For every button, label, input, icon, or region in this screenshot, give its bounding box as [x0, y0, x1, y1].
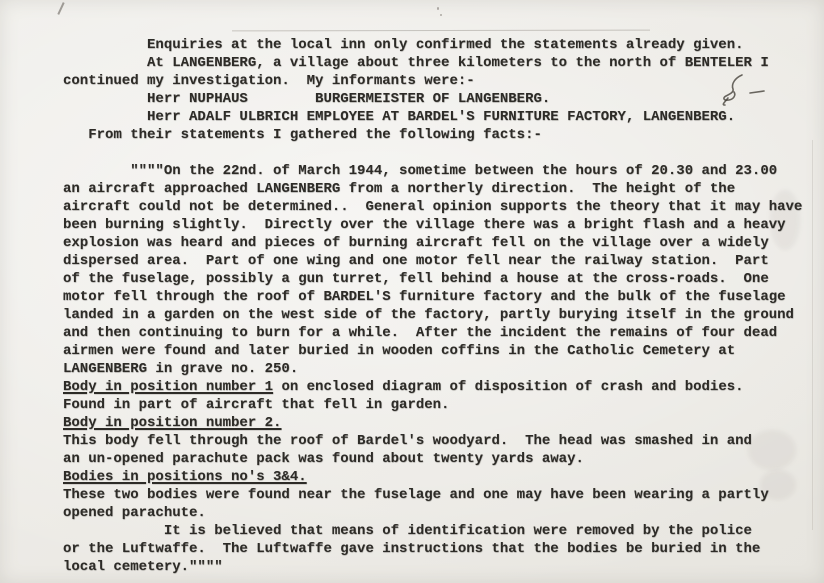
text-line: or the Luftwaffe. The Luftwaffe gave instructions that the bodies be buried in the: [63, 541, 761, 557]
underlined-heading: Body in position number 1: [63, 379, 274, 395]
text-line: aircraft could not be determined.. General opinion supports the theory that it may have: [63, 199, 803, 215]
text-line: Body in position number 1 on enclosed diagram of disposition of crash and bodies.: [63, 379, 744, 395]
ink-speck: [440, 14, 442, 16]
text-line: explosion was heard and pieces of burning aircraft fell on the village over a widely: [63, 235, 769, 251]
text-line: Found in part of aircraft that fell in garden.: [63, 397, 450, 413]
text-line: From their statements I gathered the following facts:-: [63, 127, 542, 143]
text-line: Herr ADALF ULBRICH EMPLOYEE AT BARDEL'S FURNITURE FACTORY, LANGENBERG.: [63, 109, 736, 125]
typewritten-text: [63, 36, 818, 576]
text-line: [63, 468, 818, 486]
text-line: opened parachute.: [63, 505, 206, 521]
pencil-slash-mark: [57, 2, 64, 15]
text-line: been burning slightly. Directly over the village there was a bright flash and a heavy: [63, 217, 786, 233]
text-line: dispersed area. Part of one wing and one motor fell near the railway station. Part: [63, 253, 769, 269]
scan-scratch-line: [232, 30, 650, 32]
text-line: local cemetery."""": [63, 559, 223, 575]
text-line: motor fell through the roof of BARDEL'S furniture factory and the bulk of the fuselage: [63, 289, 786, 305]
text-line: LANGENBERG in grave no. 250.: [63, 361, 299, 377]
underlined-heading: Body in position number 2.: [63, 415, 282, 431]
text-line: Herr NUPHAUS BURGERMEISTER OF LANGENBERG.: [63, 91, 551, 107]
text-line: of the fuselage, possibly a gun turret, fell behind a house at the cross-roads. One: [63, 271, 769, 287]
ink-speck: [437, 7, 439, 10]
text-line: [63, 144, 818, 162]
text-line: an un-opened parachute pack was found about twenty yards away.: [63, 451, 584, 467]
text-line: an aircraft approached LANGENBERG from a northerly direction. The height of the: [63, 181, 736, 197]
text-line: Enquiries at the local inn only confirmed the statements already given.: [63, 37, 744, 53]
text-line: airmen were found and later buried in wooden coffins in the Catholic Cemetery at: [63, 343, 736, 359]
text-line: [63, 414, 818, 432]
text-line: At LANGENBERG, a village about three kilometers to the north of BENTELER I: [63, 55, 769, 71]
text-line: """"On the 22nd. of March 1944, sometime between the hours of 20.30 and 23.00: [63, 163, 778, 179]
underlined-heading: Bodies in positions no's 3&4.: [63, 469, 307, 485]
text-line: landed in a garden on the west side of the factory, partly burying itself in the ground: [63, 307, 794, 323]
text-line: It is believed that means of identification were removed by the police: [63, 523, 752, 539]
text-line: continued my investigation. My informants were:-: [63, 73, 475, 89]
text-line: and then continuing to burn for a while. After the incident the remains of four dead: [63, 325, 778, 341]
text-line: This body fell through the roof of Bardel's woodyard. The head was smashed in and: [63, 433, 752, 449]
text-line: These two bodies were found near the fuselage and one may have been wearing a partly: [63, 487, 769, 503]
